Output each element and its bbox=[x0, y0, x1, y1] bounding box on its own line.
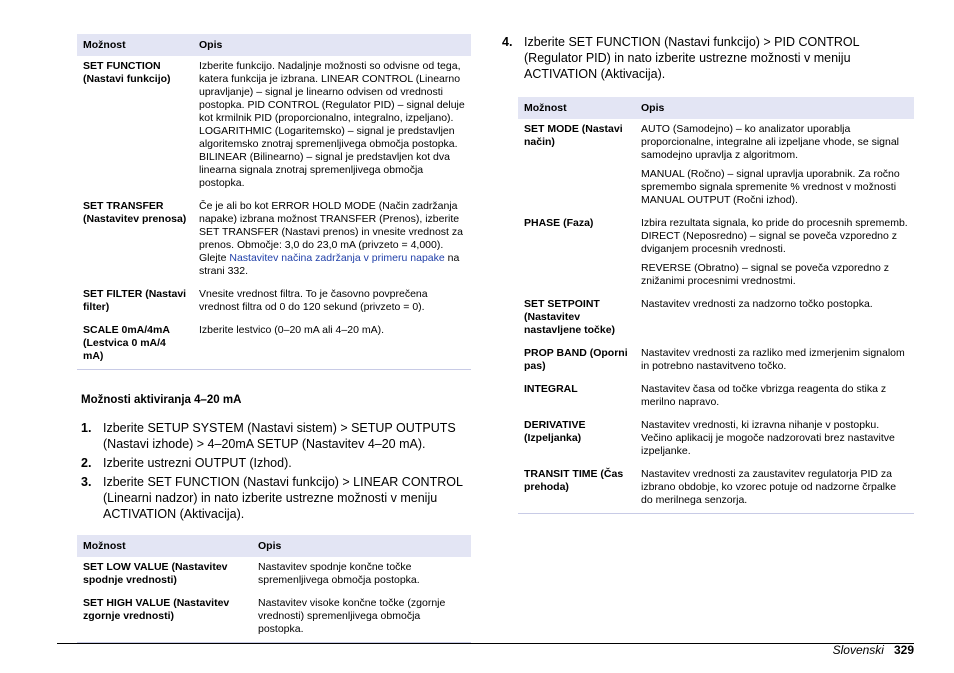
description-cell: Vnesite vrednost filtra. To je časovno povprečena vrednost filtra od 0 do 120 sekund (privzeto = 0). bbox=[199, 288, 428, 313]
steps-list bbox=[498, 34, 914, 82]
description-cell bbox=[635, 119, 914, 213]
pid-control-table bbox=[518, 97, 914, 513]
description-cell: Nastavitev spodnje končne točke spremenljivega območja postopka. bbox=[258, 561, 420, 586]
description-cell bbox=[635, 213, 914, 294]
table-row bbox=[518, 294, 914, 343]
option-cell: SET TRANSFER (Nastavitev prenosa) bbox=[83, 200, 187, 225]
table-row bbox=[77, 320, 471, 369]
table-row bbox=[518, 415, 914, 464]
description-cell: Nastavitev vrednosti, ki izravna nihanje v postopku. Večino aplikacij je mogoče nadzorovati brez nastavitve izpeljanke. bbox=[641, 419, 895, 457]
description-paragraph: Izbira rezultata signala, ko pride do procesnih sprememb. bbox=[641, 217, 908, 229]
step-item bbox=[498, 34, 914, 82]
option-cell: SET FUNCTION (Nastavi funkcijo) bbox=[83, 60, 171, 85]
description-paragraph: DIRECT (Neposredno) – signal se poveča vzporedno z dviganjem procesnih vrednosti. bbox=[641, 230, 898, 255]
option-cell: INTEGRAL bbox=[524, 383, 578, 395]
table-row bbox=[77, 284, 471, 320]
table-row bbox=[518, 213, 914, 294]
option-cell: TRANSIT TIME (Čas prehoda) bbox=[524, 468, 624, 493]
table-header-row bbox=[77, 535, 471, 557]
description-cell: Nastavitev vrednosti za zaustavitev regulatorja PID za izbrano obdobje, ko vzorec potuje od nadzorne črpalke do merilnega senzorja. bbox=[641, 468, 897, 506]
footer-language: Slovenski bbox=[832, 643, 884, 657]
option-cell: SET SETPOINT (Nastavitev nastavljene točke) bbox=[524, 298, 616, 336]
table-row bbox=[77, 196, 471, 284]
linear-control-table-wrap bbox=[77, 535, 471, 643]
table-row bbox=[518, 464, 914, 513]
option-cell: SET HIGH VALUE (Nastavitev zgornje vrednosti) bbox=[83, 597, 230, 622]
step-text: Izberite SET FUNCTION (Nastavi funkcijo) > LINEAR CONTROL (Linearni nadzor) in nato izberite ustrezne možnosti v meniju ACTIVATION (Aktivacija). bbox=[103, 475, 463, 521]
cross-reference-link[interactable]: Nastavitev načina zadržanja v primeru napake bbox=[229, 252, 445, 264]
page-footer bbox=[833, 643, 914, 657]
description-paragraph: AUTO (Samodejno) – ko analizator uporablja proporcionalne, integralne ali izpeljane vhode, se signal samodejno upravlja z algoritmom. bbox=[641, 123, 900, 161]
description-cell: Izberite funkcijo. Nadaljnje možnosti so odvisne od tega, katera funkcija je izbrana. LINEAR CONTROL (Linearno upravljanje) – signal je linearno odvisen od vrednosti postopka. PID CONTROL (Regulator PID) – signal deluje kot krmilnik PID (proporcionalno, integralno, izpeljano). LOGARITHMIC (Logaritemsko) – signal je predstavljen algoritemsko znotraj spremenljivega območja postopka. BILINEAR (Bilinearno) – signal je predstavljen kot dva linearna signala znotraj spremenljivega območja postopka. bbox=[199, 60, 465, 189]
description-cell: Nastavitev vrednosti za razliko med izmerjenim signalom in potrebno nastavitveno točko. bbox=[641, 347, 905, 372]
right-column bbox=[498, 34, 914, 514]
function-options-table bbox=[77, 34, 471, 369]
table-row bbox=[77, 56, 471, 196]
table-header-row bbox=[518, 97, 914, 119]
option-cell: PHASE (Faza) bbox=[524, 217, 594, 229]
description-cell: Nastavitev časa od točke vbrizga reagenta do stika z merilno napravo. bbox=[641, 383, 887, 408]
function-options-table-wrap bbox=[77, 34, 471, 370]
description-text: Če je ali bo kot ERROR HOLD MODE (Način zadržanja napake) izbrana možnost TRANSFER (Prenos), izberite SET TRANSFER (Nastavi prenos) in vnesite vrednost za prenos. Območje: 3,0 do 23,0 mA (privzeto = 4,000). Glejte bbox=[199, 200, 463, 264]
step-number: 4. bbox=[502, 35, 513, 49]
table-row bbox=[518, 119, 914, 213]
table-row bbox=[77, 593, 471, 642]
option-cell: PROP BAND (Oporni pas) bbox=[524, 347, 628, 372]
left-column bbox=[77, 34, 471, 643]
footer-rule bbox=[57, 643, 914, 644]
pid-control-table-wrap bbox=[518, 97, 914, 514]
step-text: Izberite ustrezni OUTPUT (Izhod). bbox=[103, 456, 292, 470]
description-cell bbox=[193, 196, 471, 284]
linear-control-table bbox=[77, 535, 471, 642]
option-cell: SET LOW VALUE (Nastavitev spodnje vrednosti) bbox=[83, 561, 228, 586]
option-cell: SET FILTER (Nastavi filter) bbox=[83, 288, 187, 313]
header-description: Opis bbox=[635, 97, 914, 119]
description-cell: Nastavitev vrednosti za nadzorno točko postopka. bbox=[641, 298, 873, 310]
description-cell: Nastavitev visoke končne točke (zgornje vrednosti) spremenljivega območja postopka. bbox=[258, 597, 446, 635]
step-number: 1. bbox=[81, 421, 92, 435]
header-option: Možnost bbox=[77, 535, 252, 557]
section-heading: Možnosti aktiviranja 4–20 mA bbox=[81, 394, 242, 406]
page-number: 329 bbox=[893, 643, 914, 657]
header-option: Možnost bbox=[77, 34, 193, 56]
description-paragraph: REVERSE (Obratno) – signal se poveča vzporedno z znižanimi procesnimi vrednostmi. bbox=[641, 262, 890, 287]
step-item bbox=[77, 474, 471, 522]
option-cell: DERIVATIVE (Izpeljanka) bbox=[524, 419, 586, 444]
table-header-row bbox=[77, 34, 471, 56]
step-text: Izberite SET FUNCTION (Nastavi funkcijo) > PID CONTROL (Regulator PID) in nato izberite ustrezne možnosti v meniju ACTIVATION (Aktivacija). bbox=[524, 35, 860, 81]
table-row bbox=[518, 379, 914, 415]
option-cell: SCALE 0mA/4mA (Lestvica 0 mA/4 mA) bbox=[83, 324, 170, 362]
header-option: Možnost bbox=[518, 97, 635, 119]
table-row bbox=[77, 557, 471, 593]
description-cell: Izberite lestvico (0–20 mA ali 4–20 mA). bbox=[199, 324, 385, 336]
steps-list bbox=[77, 420, 471, 522]
step-item bbox=[77, 420, 471, 452]
option-cell: SET MODE (Nastavi način) bbox=[524, 123, 623, 148]
header-description: Opis bbox=[252, 535, 471, 557]
step-text: Izberite SETUP SYSTEM (Nastavi sistem) > SETUP OUTPUTS (Nastavi izhode) > 4–20mA SETUP (Nastavitev 4–20 mA). bbox=[103, 421, 456, 451]
description-paragraph: MANUAL (Ročno) – signal upravlja uporabnik. Za ročno spremembo signala spremenite % vrednost v možnosti MANUAL OUTPUT (Ročni izhod). bbox=[641, 168, 900, 206]
description-text: na strani 332. bbox=[199, 252, 460, 277]
table-row bbox=[518, 343, 914, 379]
step-number: 3. bbox=[81, 475, 92, 489]
step-item bbox=[77, 455, 471, 471]
header-description: Opis bbox=[193, 34, 471, 56]
step-number: 2. bbox=[81, 456, 92, 470]
